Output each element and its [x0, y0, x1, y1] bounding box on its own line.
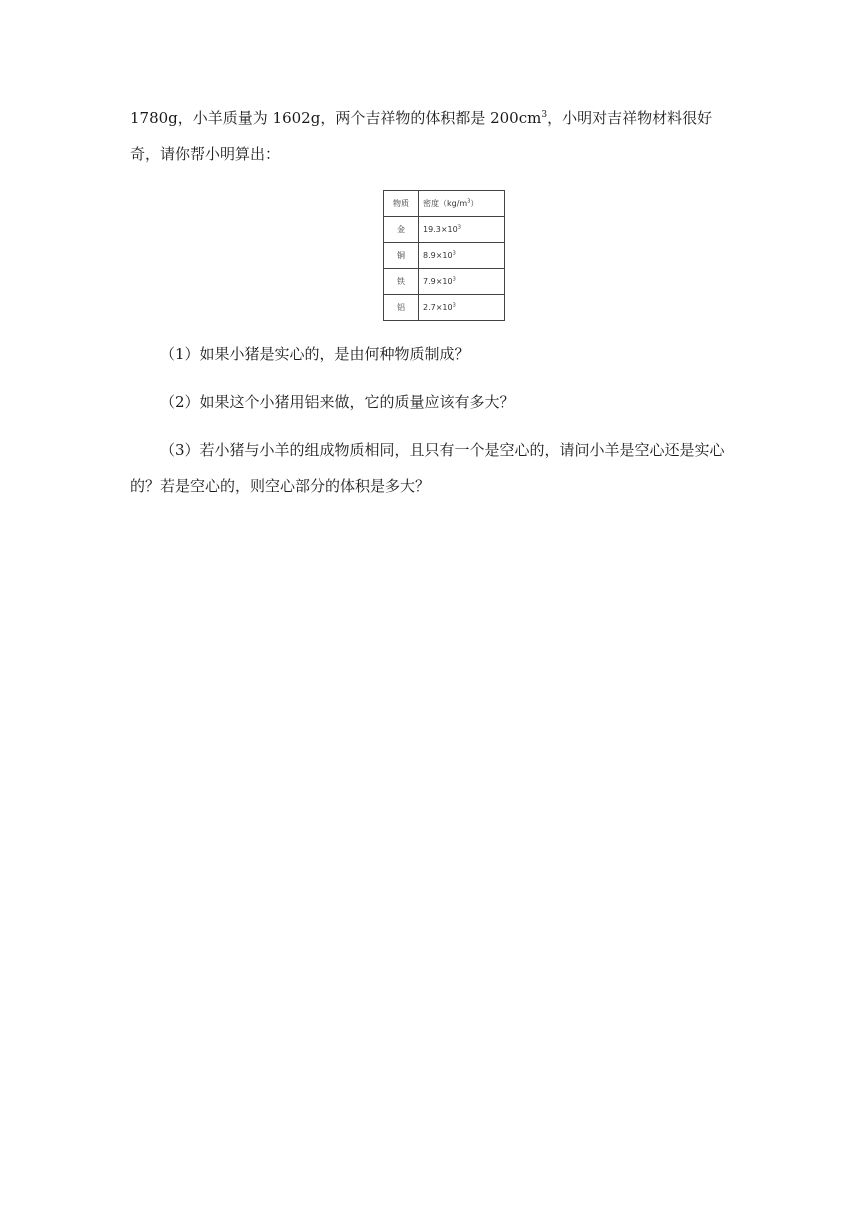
density-base: 7.9×10 — [423, 277, 453, 286]
intro-paragraph — [130, 100, 730, 172]
density-exp: 3 — [452, 302, 456, 309]
density-base: 19.3×10 — [423, 225, 458, 234]
header-density-sup: 3 — [467, 198, 471, 205]
header-material: 物质 — [384, 191, 419, 217]
cell-material: 铜 — [384, 243, 419, 269]
cell-density — [419, 269, 505, 295]
cell-material: 铁 — [384, 269, 419, 295]
density-base: 2.7×10 — [423, 303, 453, 312]
cell-density — [419, 217, 505, 243]
cell-density — [419, 243, 505, 269]
table-row — [384, 269, 505, 295]
table-row — [384, 217, 505, 243]
question-2: （2）如果这个小猪用铝来做，它的质量应该有多大？ — [160, 393, 515, 411]
density-table — [383, 190, 505, 321]
density-exp: 3 — [457, 224, 461, 231]
intro-text-2: ，小明对吉祥物材料很好奇，请你帮小明算出： — [130, 109, 713, 163]
intro-text-1: 1780g，小羊质量为 1602g，两个吉祥物的体积都是 200cm — [130, 109, 542, 127]
cell-material: 铝 — [384, 295, 419, 321]
cell-density — [419, 295, 505, 321]
question-1: （1）如果小猪是实心的，是由何种物质制成？ — [160, 345, 470, 363]
header-density-suffix: ） — [470, 199, 479, 208]
density-exp: 3 — [452, 276, 456, 283]
question-3: （3）若小猪与小羊的组成物质相同，且只有一个是空心的，请问小羊是空心还是实心的？若是空心的，则空心部分的体积是多大？ — [130, 441, 725, 495]
header-density — [419, 191, 505, 217]
table-header-row — [384, 191, 505, 217]
cell-material: 金 — [384, 217, 419, 243]
table-row — [384, 295, 505, 321]
header-density-prefix: 密度（kg/m — [423, 199, 468, 208]
intro-superscript: 3 — [541, 110, 548, 120]
density-exp: 3 — [452, 250, 456, 257]
density-table-container — [383, 190, 505, 317]
table-row — [384, 243, 505, 269]
density-base: 8.9×10 — [423, 251, 453, 260]
